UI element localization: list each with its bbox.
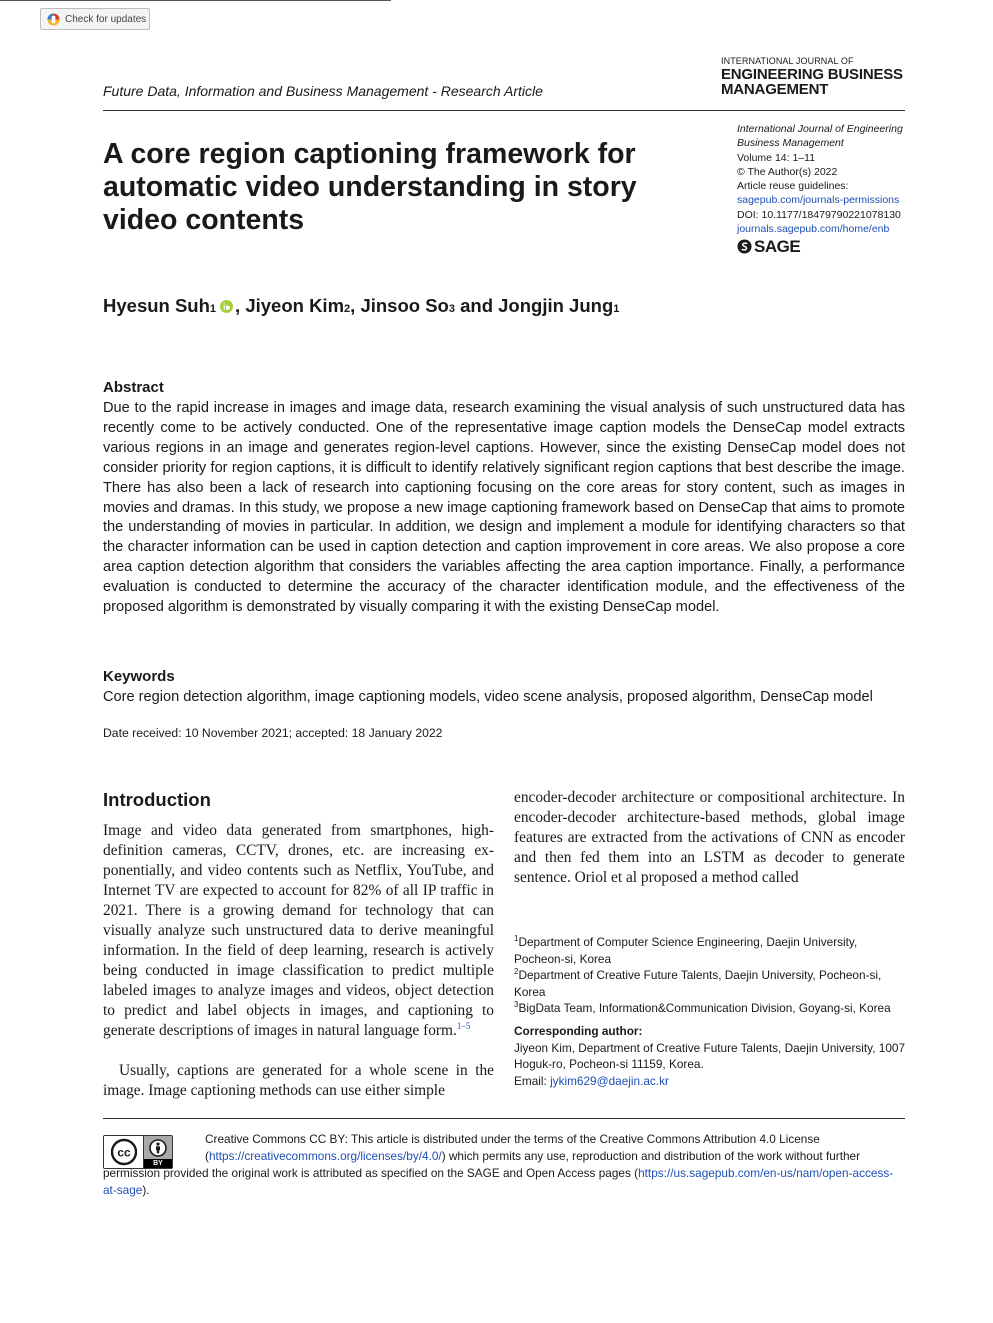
crossmark-icon [47, 13, 60, 26]
check-for-updates-button[interactable] [40, 8, 150, 30]
journal-logo [721, 57, 903, 97]
license-divider [103, 1118, 905, 1119]
journal-logo-line1: INTERNATIONAL JOURNAL OF [721, 56, 854, 66]
keywords-heading: Keywords [103, 668, 175, 685]
open-access-link[interactable]: https://us.sagepub.com/en-us/nam/open-access-at-sage [103, 1166, 894, 1197]
author-name[interactable]: Hyesun Suh [103, 295, 210, 316]
journal-logo-line2: ENGINEERING BUSINESS [721, 66, 903, 83]
affiliation-sup: 1 [514, 934, 519, 944]
email-link[interactable]: jykim629@daejin.ac.kr [550, 1073, 669, 1088]
reuse-link[interactable]: sagepub.com/journals-permissions [737, 194, 900, 207]
check-for-updates-label: Check for updates [65, 13, 147, 25]
introduction-paragraph-text: Image and video data generated from smartphones, high-definition cameras, CCTV, drones, etc. are increasing exponentially, and video contents such as Netflix, YouTube, and Internet TV are expected to account for 82% of all IP traffic in 2021. There is a growing demand for technology that can visually analyze such unstructured data to derive meaningful information. In the field of deep learning, research is actively being conducted in image classification to predict multiple labeled images to analyze images and videos, object detection to predict and label objects in images, and captioning to generate descriptions of images in natural language form. [103, 822, 494, 1039]
doi: DOI: 10.1177/18479790221078130 [737, 208, 901, 221]
abstract-text: Due to the rapid increase in images and image data, research examining the visual analysis of such unstructured data has recently come to be actively conducted. One of the representative image caption models the DenseCap model extracts various regions in an image and generates region-level captions. However, since the existing DenseCap model does not consider priority for region captions, it is difficult to identify relatively significant region captions that best describe the image. There has also been a lack of research into captioning focusing on the core areas for story content, such as images in movies and dramas. In this study, we propose a new image captioning framework based on DenseCap that aims to promote the understanding of movies in particular. In addition, we design and implement a module for identifying characters so that the character information can be used in caption detection and caption improvement in core areas. We also propose a core area caption detection algorithm that considers the variables affecting the area caption importance. Finally, a performance evaluation is conducted to determine the accuracy of the character identification module, and the effectiveness of the proposed algorithm is demonstrated by visually comparing it with the existing DenseCap model. [103, 400, 905, 616]
sage-logo-text: SAGE [754, 236, 801, 256]
author-name[interactable]: Jongjin Jung [498, 295, 614, 316]
affiliation-item [514, 1000, 905, 1017]
introduction-heading: Introduction [103, 789, 211, 810]
copyright: © The Author(s) 2022 [737, 165, 838, 178]
corresponding-author-email [514, 1073, 905, 1090]
abstract-heading: Abstract [103, 379, 164, 396]
sage-s-icon [737, 239, 752, 254]
author-list: Hyesun Suh 1 , Jiyeon Kim 2 , Jinsoo So 3 and Jongjin Jung 1 [103, 295, 620, 316]
author-name[interactable]: Jiyeon Kim [245, 295, 345, 316]
orcid-icon[interactable] [220, 300, 233, 313]
journal-name: International Journal of Engineering Business Management [737, 123, 903, 150]
date-received: Date received: 10 November 2021; accepted: 18 January 2022 [103, 726, 443, 740]
email-label: Email: [514, 1073, 551, 1088]
article-metadata [737, 122, 912, 254]
license-text-a: Creative Commons CC BY: This article is distributed under the terms of the Creative Commons Attribution 4.0 License [205, 1132, 820, 1146]
affiliation-item [514, 967, 905, 1000]
author-name[interactable]: Jinsoo So [360, 295, 449, 316]
corresponding-author-address: Jiyeon Kim, Department of Creative Future Talents, Daejin University, 1007 Hoguk-ro, Pocheon-si 11159, Korea. [514, 1040, 906, 1072]
license-text-c: ). [142, 1183, 150, 1197]
corresponding-author-heading: Corresponding author: [514, 1023, 643, 1038]
volume: Volume 14: 1–11 [737, 151, 816, 164]
journal-logo-line3: MANAGEMENT [721, 81, 829, 98]
license-text: Creative Commons CC BY: This article is distributed under the terms of the Creative Commons Attribution 4.0 License (https://creativecommons.org/licenses/by/4.0/) which permits any use, reproduction and distribution of the work without further permission provided the original work is attributed as specified on the SAGE and Open Access pages (https://us.sagepub.com/en-us/nam/open-access-at-sage). [103, 1132, 894, 1197]
author-separator: , [350, 295, 361, 316]
introduction-paragraph-right: encoder-decoder architecture or compositional architecture. In encoder-decoder architecture-based methods, global image features are extracted from the activations of CNN as encoder and then fed them into an LSTM as decoder to generate sentence. Oriol et al proposed a method called [514, 789, 905, 886]
author-separator: and [454, 295, 499, 316]
license-text-b: ) which permits any use, reproduction and distribution of the work without further permission provided the original work is attributed as specified on the SAGE and Open Access pages ( [103, 1149, 861, 1180]
reuse-label: Article reuse guidelines: [737, 180, 849, 193]
license-link[interactable]: https://creativecommons.org/licenses/by/4.0/ [208, 1149, 442, 1163]
cc-text: cc [116, 1145, 131, 1160]
journal-link[interactable]: journals.sagepub.com/home/enb [737, 223, 890, 236]
author-separator: , [235, 295, 246, 316]
affiliation-sup: 2 [514, 967, 519, 977]
affiliations [514, 934, 905, 1089]
footnote-divider [0, 0, 391, 1]
affiliation-text: BigData Team, Information&Communication Division, Goyang-si, Korea [518, 1001, 891, 1016]
affiliation-item [514, 934, 905, 967]
introduction-paragraph: Usually, captions are generated for a whole scene in the image. Image captioning methods can use either simple [103, 1062, 494, 1099]
keywords-text: Core region detection algorithm, image captioning models, video scene analysis, proposed algorithm, DenseCap model [103, 689, 873, 705]
sage-logo [737, 236, 912, 256]
by-label: BY [144, 1159, 172, 1168]
affiliation-text: Department of Creative Future Talents, Daejin University, Pocheon-si, Korea [514, 968, 882, 999]
citation-link[interactable]: 1–5 [456, 1020, 471, 1031]
introduction-paragraph [103, 821, 494, 1041]
affiliation-text: Department of Computer Science Engineering, Daejin University, Pocheon-si, Korea [514, 935, 858, 966]
affiliation-sup: 3 [514, 1000, 519, 1010]
header-divider [103, 110, 905, 111]
article-title: A core region captioning framework for automatic video understanding in story video contents [103, 138, 637, 236]
section-line: Future Data, Information and Business Management - Research Article [103, 83, 543, 99]
